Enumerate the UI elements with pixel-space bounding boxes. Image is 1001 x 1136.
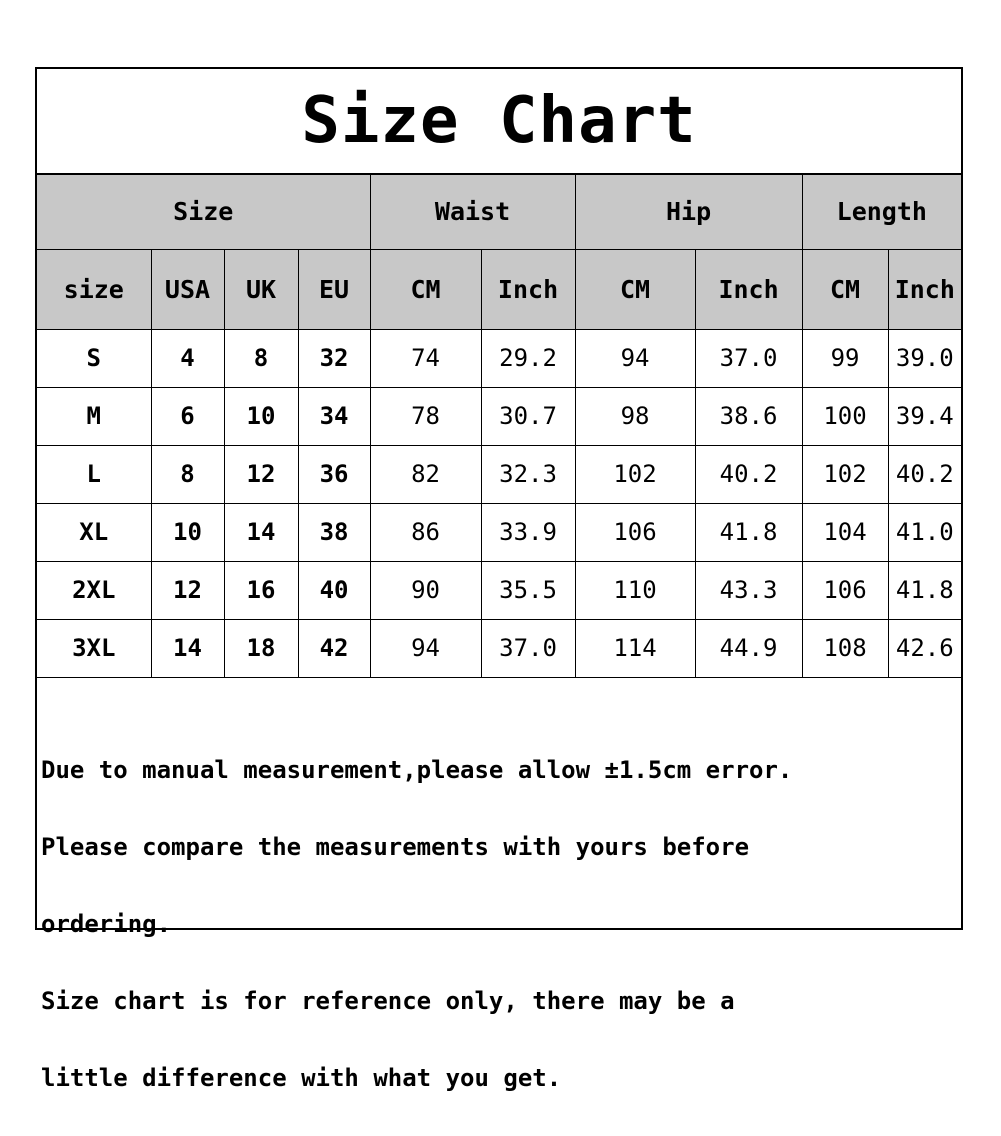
table-row [37,329,961,387]
table-cell: 90 [370,561,481,619]
table-cell: 33.9 [481,503,575,561]
table-cell: 3XL [37,619,151,677]
table-cell: 4 [151,329,224,387]
note-line: Size chart is for reference only, there may be a [41,986,735,1015]
table-cell: 43.3 [695,561,802,619]
group-header-size: Size [37,175,370,249]
table-cell: 41.8 [695,503,802,561]
sub-header: UK [224,249,298,329]
table-cell: 41.8 [888,561,961,619]
sub-header: CM [370,249,481,329]
size-chart-frame [35,67,963,1092]
table-cell: 40 [298,561,370,619]
sub-header: size [37,249,151,329]
table-cell: 39.4 [888,387,961,445]
table-cell: 102 [575,445,695,503]
table-cell: 86 [370,503,481,561]
size-table [37,175,961,678]
table-cell: 32 [298,329,370,387]
table-row [37,445,961,503]
sub-header: USA [151,249,224,329]
table-cell: 10 [224,387,298,445]
table-body [37,329,961,677]
table-cell: 102 [802,445,888,503]
table-cell: 41.0 [888,503,961,561]
group-header-length: Length [802,175,961,249]
table-row [37,387,961,445]
table-cell: 100 [802,387,888,445]
table-cell: 14 [224,503,298,561]
group-header-waist: Waist [370,175,575,249]
table-cell: 32.3 [481,445,575,503]
table-cell: 99 [802,329,888,387]
note-line: Please compare the measurements with yours before [41,832,750,861]
table-cell: 94 [575,329,695,387]
table-cell: 44.9 [695,619,802,677]
sub-header: Inch [695,249,802,329]
note-line: Due to manual measurement,please allow ±1.5cm error. [41,755,793,784]
table-cell: 110 [575,561,695,619]
sub-header: EU [298,249,370,329]
sub-header: Inch [888,249,961,329]
table-cell: 10 [151,503,224,561]
table-cell: 6 [151,387,224,445]
table-cell: 106 [802,561,888,619]
table-cell: 98 [575,387,695,445]
table-cell: 36 [298,445,370,503]
table-cell: 94 [370,619,481,677]
table-cell: 37.0 [481,619,575,677]
table-cell: 106 [575,503,695,561]
table-cell: 108 [802,619,888,677]
note-line: ordering. [41,909,172,938]
table-cell: 30.7 [481,387,575,445]
table-cell: 42 [298,619,370,677]
table-cell: 8 [224,329,298,387]
table-row [37,561,961,619]
table-cell: 16 [224,561,298,619]
table-row [37,619,961,677]
table-cell: S [37,329,151,387]
table-cell: 42.6 [888,619,961,677]
table-cell: 12 [151,561,224,619]
table-cell: M [37,387,151,445]
table-cell: 14 [151,619,224,677]
table-cell: 37.0 [695,329,802,387]
sub-header: CM [575,249,695,329]
table-cell: 74 [370,329,481,387]
table-cell: 82 [370,445,481,503]
table-cell: 2XL [37,561,151,619]
table-cell: XL [37,503,151,561]
table-cell: 38.6 [695,387,802,445]
group-header-hip: Hip [575,175,802,249]
table-cell: 29.2 [481,329,575,387]
table-cell: 40.2 [695,445,802,503]
table-cell: 18 [224,619,298,677]
table-cell: 39.0 [888,329,961,387]
notes-block [41,712,959,1136]
table-cell: 114 [575,619,695,677]
table-cell: 40.2 [888,445,961,503]
table-cell: L [37,445,151,503]
table-cell: 35.5 [481,561,575,619]
table-cell: 38 [298,503,370,561]
page-title: Size Chart [37,69,961,175]
table-cell: 78 [370,387,481,445]
table-row [37,503,961,561]
table-cell: 8 [151,445,224,503]
table-cell: 34 [298,387,370,445]
sub-header: CM [802,249,888,329]
sub-header: Inch [481,249,575,329]
table-cell: 104 [802,503,888,561]
table-cell: 12 [224,445,298,503]
note-line: little difference with what you get. [41,1063,562,1092]
